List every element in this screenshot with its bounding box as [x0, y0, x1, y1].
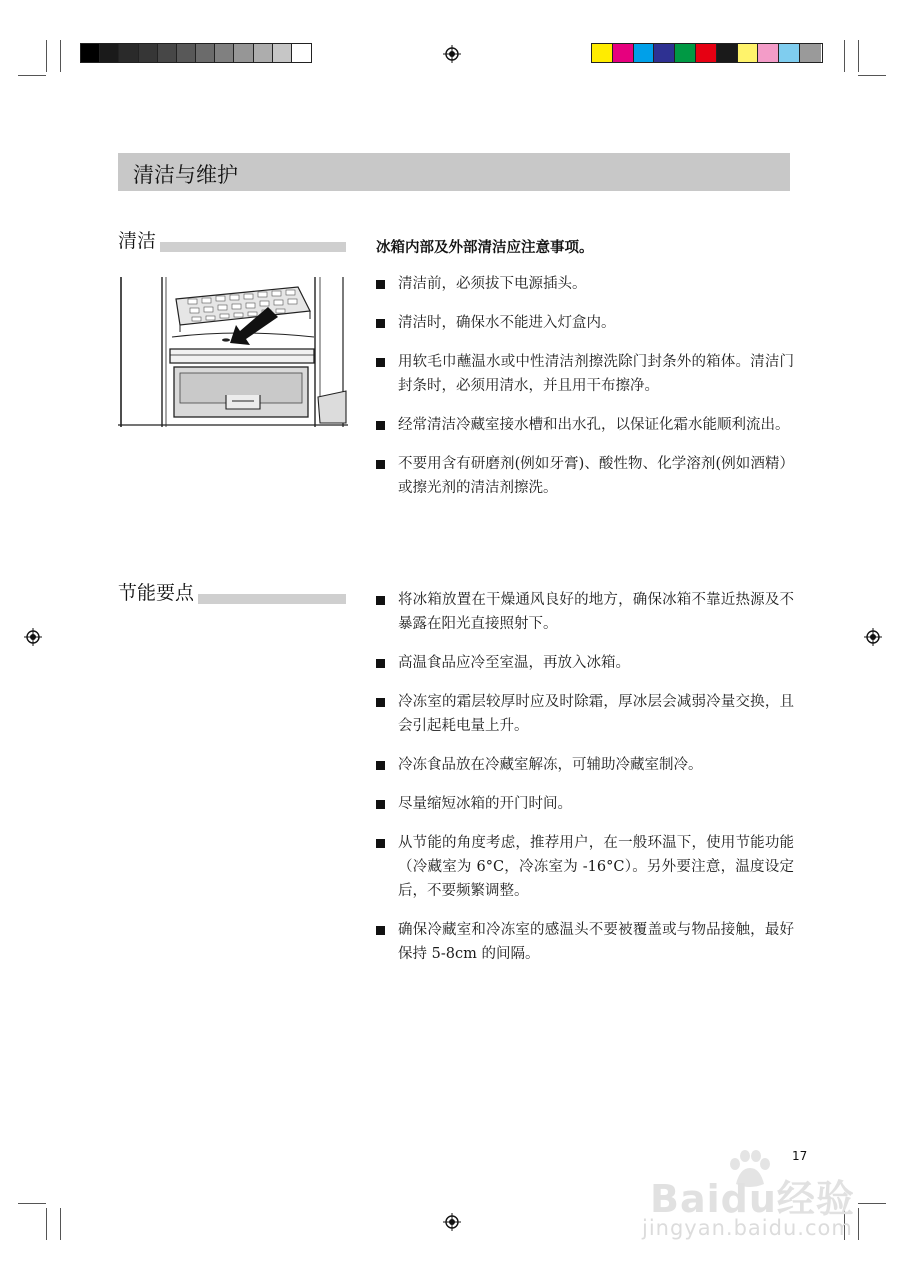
cleaning-section-heading [118, 226, 346, 252]
color-swatch [139, 44, 158, 62]
color-swatch [800, 44, 821, 62]
list-item: 确保冷藏室和冷冻室的感温头不要被覆盖或与物品接触，最好保持 5-8cm 的间隔。 [376, 918, 794, 966]
square-bullet-icon [376, 698, 385, 707]
color-swatch [675, 44, 696, 62]
color-swatch [592, 44, 613, 62]
cleaning-list [376, 272, 794, 500]
list-item: 清洁时，确保水不能进入灯盒内。 [376, 311, 794, 335]
color-swatch [696, 44, 717, 62]
color-swatch [738, 44, 759, 62]
page-title: 清洁与维护 [133, 163, 238, 187]
square-bullet-icon [376, 659, 385, 668]
color-calibration-strip [591, 43, 823, 63]
list-item: 高温食品应冷至室温，再放入冰箱。 [376, 651, 794, 675]
crop-mark [60, 1208, 61, 1240]
square-bullet-icon [376, 460, 385, 469]
color-swatch [119, 44, 138, 62]
baidu-watermark [640, 1150, 860, 1250]
list-item: 不要用含有研磨剂(例如牙膏)、酸性物、化学溶剂(例如酒精）或擦光剂的清洁剂擦洗。 [376, 452, 794, 500]
color-swatch [273, 44, 292, 62]
color-swatch [234, 44, 253, 62]
square-bullet-icon [376, 421, 385, 430]
page-number: 17 [792, 1149, 808, 1163]
energy-heading-label: 节能要点 [118, 578, 198, 605]
registration-mark-icon [864, 628, 882, 646]
square-bullet-icon [376, 596, 385, 605]
list-item: 用软毛巾蘸温水或中性清洁剂擦洗除门封条外的箱体。清洁门封条时，必须用清水，并且用干布擦净。 [376, 350, 794, 398]
grayscale-calibration-strip [80, 43, 312, 63]
color-swatch [758, 44, 779, 62]
color-swatch [654, 44, 675, 62]
list-item: 冷冻室的霜层较厚时应及时除霜，厚冰层会减弱冷量交换，且会引起耗电量上升。 [376, 690, 794, 738]
cleaning-lead-text: 冰箱内部及外部清洁应注意事项。 [376, 240, 594, 256]
color-swatch [779, 44, 800, 62]
crop-mark [858, 1203, 886, 1204]
energy-section-heading [118, 578, 346, 604]
color-swatch [254, 44, 273, 62]
registration-mark-icon [443, 45, 461, 63]
crop-mark [858, 40, 859, 72]
fridge-interior-drain-arrow-icon [118, 277, 348, 427]
crop-mark [844, 40, 845, 72]
color-swatch [717, 44, 738, 62]
crop-mark [46, 40, 47, 72]
crop-mark [60, 40, 61, 72]
crop-mark [18, 1203, 46, 1204]
list-item: 冷冻食品放在冷藏室解冻，可辅助冷藏室制冷。 [376, 753, 794, 777]
color-swatch [196, 44, 215, 62]
registration-mark-icon [443, 1213, 461, 1231]
list-item: 清洁前，必须拔下电源插头。 [376, 272, 794, 296]
square-bullet-icon [376, 800, 385, 809]
list-item: 从节能的角度考虑，推荐用户，在一般环温下，使用节能功能（冷藏室为 6°C，冷冻室为 -16°C）。另外要注意，温度设定后，不要频繁调整。 [376, 831, 794, 903]
color-swatch [613, 44, 634, 62]
color-swatch [158, 44, 177, 62]
square-bullet-icon [376, 926, 385, 935]
color-swatch [634, 44, 655, 62]
square-bullet-icon [376, 839, 385, 848]
square-bullet-icon [376, 319, 385, 328]
watermark-url: jingyan.baidu.com [642, 1216, 853, 1240]
square-bullet-icon [376, 761, 385, 770]
crop-mark [858, 75, 886, 76]
list-item: 尽量缩短冰箱的开门时间。 [376, 792, 794, 816]
color-swatch [215, 44, 234, 62]
square-bullet-icon [376, 358, 385, 367]
energy-list [376, 588, 794, 966]
list-item: 经常清洁冷藏室接水槽和出水孔，以保证化霜水能顺利流出。 [376, 413, 794, 437]
list-item: 将冰箱放置在干燥通风良好的地方，确保冰箱不靠近热源及不暴露在阳光直接照射下。 [376, 588, 794, 636]
color-swatch [177, 44, 196, 62]
cleaning-heading-label: 清洁 [118, 226, 160, 253]
color-swatch [81, 44, 100, 62]
page-title-bar [118, 153, 790, 191]
registration-mark-icon [24, 628, 42, 646]
crop-mark [18, 75, 46, 76]
color-swatch [100, 44, 119, 62]
watermark-brand: Baidu经验 [650, 1177, 855, 1221]
square-bullet-icon [376, 280, 385, 289]
crop-mark [46, 1208, 47, 1240]
color-swatch [292, 44, 311, 62]
